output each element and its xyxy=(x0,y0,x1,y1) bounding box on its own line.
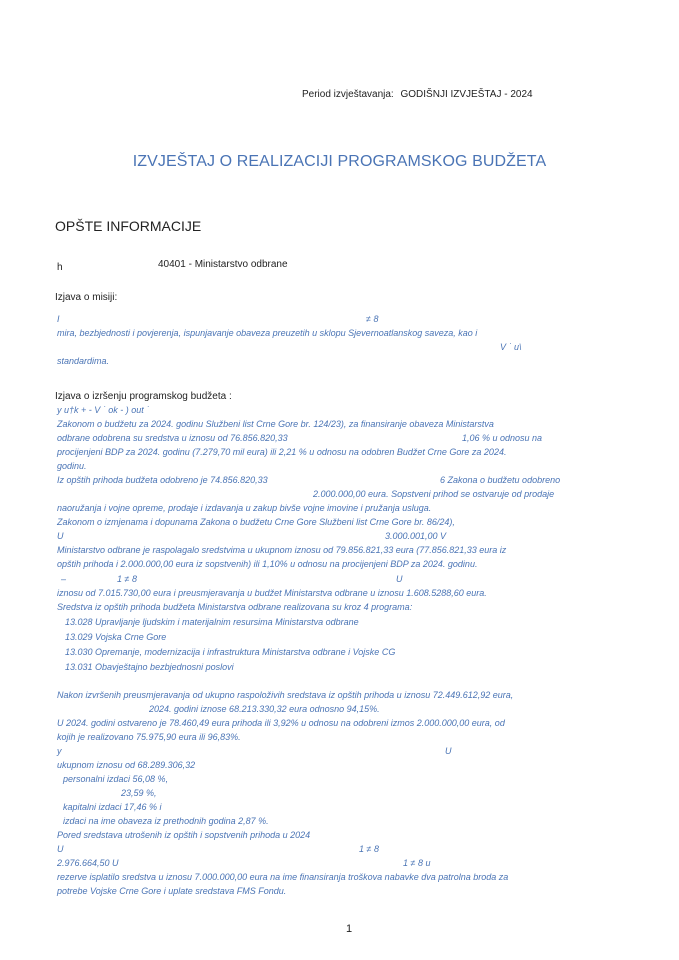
execution-line: Zakonom o izmjenama i dopunama Zakona o budžetu Crne Gore Službeni list Crne Gore br. 86/24), xyxy=(57,517,455,527)
execution-line: 13.028 Upravljanje ljudskim i materijalnim resursima Ministarstva odbrane xyxy=(65,617,359,627)
reporting-period xyxy=(302,89,537,100)
execution-line: – xyxy=(61,574,67,584)
execution-line: U 2024. godini ostvareno je 78.460,49 eura prihoda ili 3,92% u odnosu na odobreni izmos 2.000.000,00 eura, od xyxy=(57,718,505,728)
execution-line: izdaci na ime obaveza iz prethodnih godina 2,87 %. xyxy=(63,816,269,826)
execution-line: 3.000.001,00 V xyxy=(385,531,447,541)
execution-line: opštih prihoda i 2.000.000,00 eura iz sopstvenih) ili 1,10% u odnosu na procijenjeni BDP za 2024. godinu. xyxy=(57,559,478,569)
execution-line: Pored sredstava utrošenih iz opštih i sopstvenih prihoda u 2024 xyxy=(57,830,311,840)
execution-line: U xyxy=(396,574,403,584)
execution-line: 1 ≠ 8 xyxy=(359,844,379,854)
execution-line: 1 ≠ 8 xyxy=(117,574,137,584)
execution-line: 2.000.000,00 eura. Sopstveni prihod se ostvaruje od prodaje xyxy=(313,489,555,499)
document-title: IZVJEŠTAJ O REALIZACIJI PROGRAMSKOG BUDŽETA xyxy=(132,153,547,170)
period-label: Period izvještavanja: xyxy=(302,89,394,100)
execution-line: Iz opštih prihoda budžeta odobreno je 74.856.820,33 xyxy=(57,475,268,485)
execution-line: U xyxy=(57,531,64,541)
execution-line: Sredstva iz opštih prihoda budžeta Ministarstva odbrane realizovana su kroz 4 programa: xyxy=(57,602,413,612)
execution-line: Zakonom o budžetu za 2024. godinu Službeni list Crne Gore br. 124/23), za finansiranje obaveza Ministarstva xyxy=(57,419,494,429)
period-value: GODIŠNJI IZVJEŠTAJ - 2024 xyxy=(400,89,533,100)
execution-line: U xyxy=(57,844,64,854)
execution-line: 13.030 Opremanje, modernizacija i infrastruktura Ministarstva odbrane i Vojske CG xyxy=(65,647,396,657)
execution-line: 13.031 Obavještajno bezbjednosni poslovi xyxy=(65,662,234,672)
execution-line: personalni izdaci 56,08 %, xyxy=(63,774,169,784)
execution-line: rezerve isplatilo sredstva u iznosu 7.000.000,00 eura na ime finansiranja troškova nabavke dva patrolna broda za xyxy=(57,872,509,882)
execution-line: U xyxy=(445,746,452,756)
mission-line: I xyxy=(57,314,60,324)
execution-line: 23,59 %, xyxy=(121,788,157,798)
execution-line: 1,06 % u odnosu na xyxy=(462,433,543,443)
execution-line: kapitalni izdaci 17,46 % i xyxy=(63,802,162,812)
execution-line: y u†k + - V ˙ ok - ) out ˙ xyxy=(57,405,150,415)
mission-line: V ˙ u\ xyxy=(500,342,522,352)
execution-line: potrebe Vojske Crne Gore i uplate sredstava FMS Fondu. xyxy=(57,886,287,896)
organization-prefix: h xyxy=(57,262,63,273)
execution-label: Izjava o izršenju programskog budžeta : xyxy=(55,391,232,402)
execution-line: godinu. xyxy=(57,461,87,471)
mission-line: standardima. xyxy=(57,356,110,366)
execution-line: ukupnom iznosu od 68.289.306,32 xyxy=(57,760,196,770)
execution-line: Nakon izvršenih preusmjeravanja od ukupno raspoloživih sredstava iz opštih prihoda u iznosu 72.449.612,92 eura, xyxy=(57,690,514,700)
section-heading: OPŠTE INFORMACIJE xyxy=(55,218,202,234)
organization-name: 40401 - Ministarstvo odbrane xyxy=(158,259,288,270)
execution-line: 1 ≠ 8 u xyxy=(403,858,431,868)
mission-line: ≠ 8 xyxy=(366,314,379,324)
execution-line: naoružanja i vojne opreme, prodaje i izdavanja u zakup bivše vojne imovine i pružanja usluga. xyxy=(57,503,432,513)
execution-line: 2.976.664,50 U xyxy=(57,858,119,868)
execution-line: Ministarstvo odbrane je raspolagalo sredstvima u ukupnom iznosu od 79.856.821,33 eura (77.856.821,33 eura iz xyxy=(57,545,507,555)
mission-line: mira, bezbjednosti i povjerenja, ispunjavanje obaveza preuzetih u sklopu Sjevernoatlanskog saveza, kao i xyxy=(57,328,478,338)
execution-line: 13.029 Vojska Crne Gore xyxy=(65,632,167,642)
execution-line: kojih je realizovano 75.975,90 eura ili 96,83%. xyxy=(57,732,241,742)
execution-line: y xyxy=(57,746,62,756)
page-number: 1 xyxy=(346,923,353,935)
execution-line: odbrane odobrena su sredstva u iznosu od 76.856.820,33 xyxy=(57,433,288,443)
execution-line: 2024. godini iznose 68.213.330,32 eura odnosno 94,15%. xyxy=(149,704,380,714)
execution-line: iznosu od 7.015.730,00 eura i preusmjeravanja u budžet Ministarstva odbrane u iznosu 1.608.5288,60 eura. xyxy=(57,588,487,598)
mission-label: Izjava o misiji: xyxy=(55,292,118,303)
execution-line: procijenjeni BDP za 2024. godinu (7.279,70 mil eura) ili 2,21 % u odnosu na odobren Budžet Crne Gore za 2024. xyxy=(57,447,507,457)
execution-line: 6 Zakona o budžetu odobreno xyxy=(440,475,561,485)
